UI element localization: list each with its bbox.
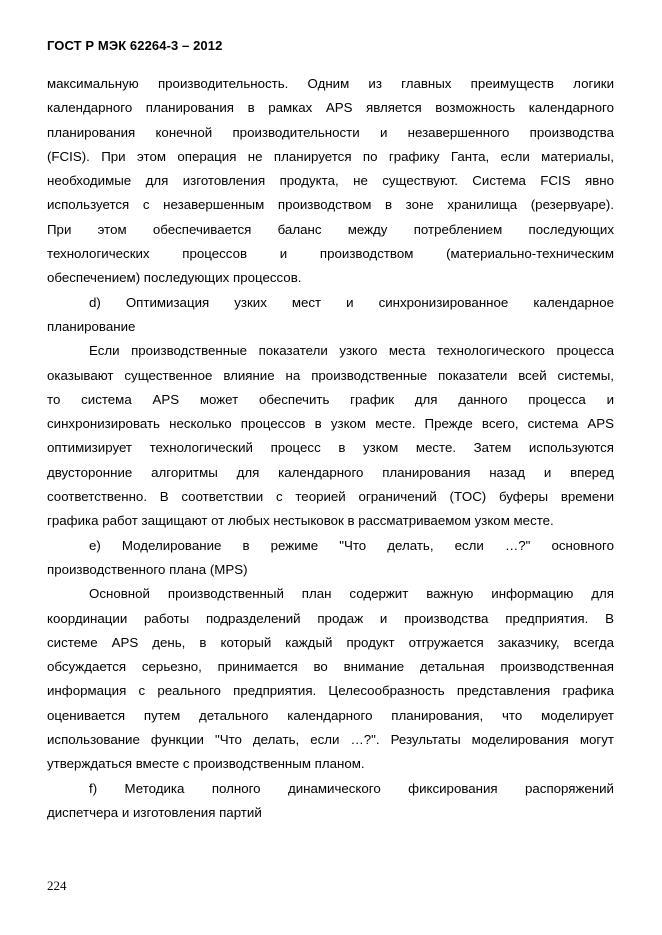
text-line: информация с реального предприятия. Целесообразность представления графика xyxy=(47,683,614,699)
text-line: оказывают существенное влияние на производственные показатели всей системы, xyxy=(47,367,614,383)
text-line: используется с незавершенным производством в зоне хранилища (резервуаре). xyxy=(47,197,614,213)
text-line: календарного планирования в рамках APS является возможность календарного xyxy=(47,100,614,116)
text-line: Основной производственный план содержит важную информацию для xyxy=(89,586,614,602)
text-line: обеспечением) последующих процессов. xyxy=(47,270,302,286)
text-line: необходимые для изготовления продукта, не существуют. Система FCIS явно xyxy=(47,173,614,189)
text-line: При этом обеспечивается баланс между потреблением последующих xyxy=(47,221,614,237)
text-line: системе APS день, в который каждый продукт отгружается заказчику, всегда xyxy=(47,634,614,650)
body-text xyxy=(47,72,614,825)
text-line: двусторонние алгоритмы для календарного планирования назад и вперед xyxy=(47,464,614,480)
list-item-heading: d) Оптимизация узких мест и синхронизированное календарное xyxy=(89,294,614,310)
document-header: ГОСТ Р МЭК 62264-3 – 2012 xyxy=(47,38,223,53)
page-number: 224 xyxy=(47,878,67,893)
text-line: планирование xyxy=(47,318,136,334)
text-line: то система APS может обеспечить график для данного процесса и xyxy=(47,391,614,407)
text-line: производственного плана (MPS) xyxy=(47,561,248,577)
text-line: графика работ защищают от любых нестыковок в рассматриваемом узком месте. xyxy=(47,513,554,529)
text-line: координации работы подразделений продаж и производства предприятия. В xyxy=(47,610,614,626)
text-line: утверждаться вместе с производственным планом. xyxy=(47,756,365,772)
text-line: оптимизирует технологический процесс в узком месте. Затем используются xyxy=(47,440,614,456)
text-line: Если производственные показатели узкого места технологического процесса xyxy=(89,343,614,359)
list-item-heading: f) Методика полного динамического фиксирования распоряжений xyxy=(89,780,614,796)
text-line: синхронизировать несколько процессов в узком месте. Прежде всего, система APS xyxy=(47,416,614,432)
text-line: оценивается путем детального календарного планирования, что моделирует xyxy=(47,707,614,723)
text-line: планирования конечной производительности и незавершенного производства xyxy=(47,124,614,140)
text-line: (FCIS). При этом операция не планируется по графику Ганта, если материалы, xyxy=(47,148,614,164)
text-line: максимальную производительность. Одним из главных преимуществ логики xyxy=(47,76,614,91)
text-line: использование функции "Что делать, если …?". Результаты моделирования могут xyxy=(47,732,614,748)
text-line: диспетчера и изготовления партий xyxy=(47,804,262,820)
text-line: технологических процессов и производством (материально-техническим xyxy=(47,246,614,262)
list-item-heading: e) Моделирование в режиме "Что делать, если …?" основного xyxy=(89,537,614,553)
text-line: обсуждается серьезно, принимается во внимание детальная производственная xyxy=(47,659,614,675)
text-line: соответственно. В соответствии с теорией ограничений (TOC) буферы времени xyxy=(47,489,614,505)
